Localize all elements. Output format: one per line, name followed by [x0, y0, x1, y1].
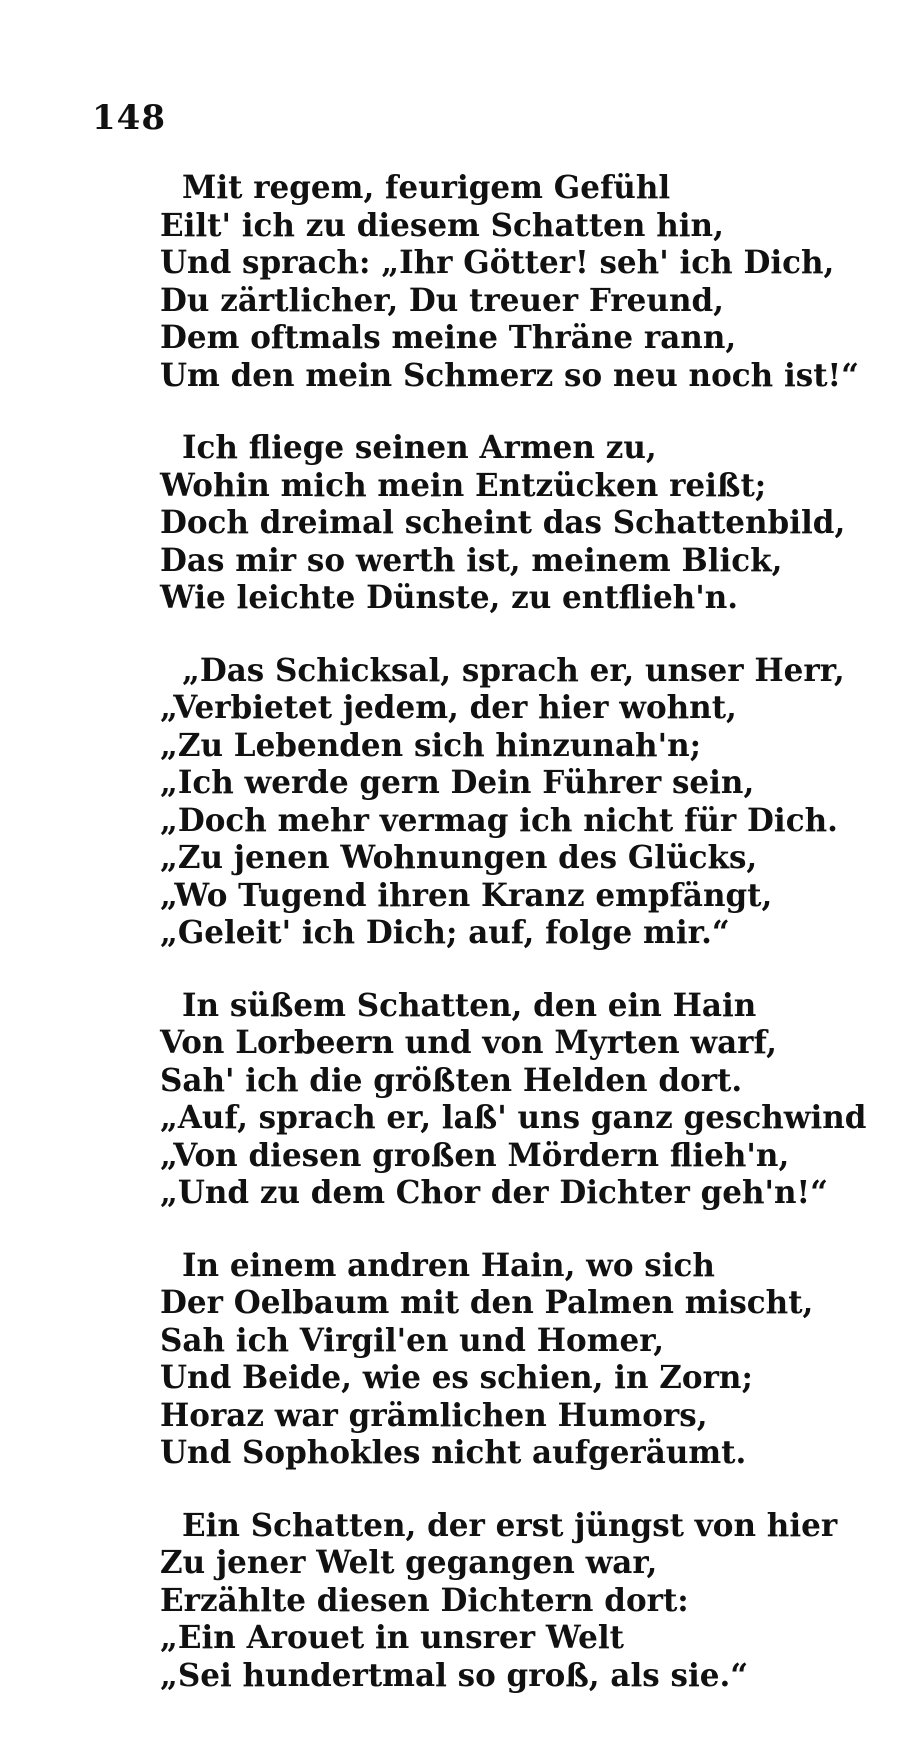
poem-line: „Von diesen großen Mördern flieh'n, — [160, 1137, 790, 1174]
poem-line: Und Sophokles nicht aufgeräumt. — [160, 1434, 747, 1472]
poem-line: In einem andren Hain, wo sich — [182, 1247, 715, 1284]
poem-line: Dem oftmals meine Thräne rann, — [160, 319, 737, 357]
poem — [160, 169, 867, 1730]
poem-line: „Ich werde gern Dein Führer sein, — [160, 764, 755, 802]
poem-line: Und Beide, wie es schien, in Zorn; — [160, 1359, 753, 1397]
poem-line: Mit regem, feurigem Gefühl — [182, 169, 671, 207]
poem-line: Zu jener Welt gegangen war, — [160, 1544, 658, 1582]
poem-line: „Sei hundertmal so groß, als sie.“ — [160, 1657, 749, 1694]
poem-line: „Zu Lebenden sich hinzunah'n; — [160, 727, 702, 764]
poem-line: „Und zu dem Chor der Dichter geh'n!“ — [160, 1174, 828, 1212]
poem-line: Doch dreimal scheint das Schattenbild, — [160, 504, 846, 542]
poem-line: Wohin mich mein Entzücken reißt; — [160, 467, 767, 504]
stanza-5 — [160, 1248, 860, 1473]
poem-line: Um den mein Schmerz so neu noch ist!“ — [160, 357, 859, 394]
page-number: 148 — [92, 98, 166, 138]
poem-line: „Wo Tugend ihren Kranz empfängt, — [160, 877, 773, 914]
poem-line: Von Lorbeern und von Myrten warf, — [160, 1024, 777, 1062]
poem-line: Eilt' ich zu diesem Schatten hin, — [160, 207, 724, 244]
stanza-1 — [160, 170, 860, 395]
poem-line: Und sprach: „Ihr Götter! seh' ich Dich, — [160, 244, 835, 282]
poem-line: Erzählte diesen Dichtern dort: — [160, 1582, 689, 1619]
poem-line: „Geleit' ich Dich; auf, folge mir.“ — [160, 914, 730, 952]
poem-line: Der Oelbaum mit den Palmen mischt, — [160, 1284, 814, 1322]
poem-line: Ein Schatten, der erst jüngst von hier — [182, 1507, 838, 1544]
stanza-6 — [160, 1508, 860, 1696]
stanza-4 — [160, 987, 867, 1213]
poem-line: „Verbietet jedem, der hier wohnt, — [160, 689, 737, 727]
poem-line: Horaz war grämlichen Humors, — [160, 1397, 708, 1434]
poem-line: Wie leichte Dünste, zu entflieh'n. — [160, 579, 739, 617]
poem-line: „Doch mehr vermag ich nicht für Dich. — [160, 802, 838, 839]
poem-line: Sah' ich die größten Helden dort. — [160, 1062, 743, 1099]
poem-line: „Auf, sprach er, laß' uns ganz geschwind — [160, 1099, 867, 1137]
poem-line: Das mir so werth ist, meinem Blick, — [160, 542, 783, 579]
poem-line: Du zärtlicher, Du treuer Freund, — [160, 282, 724, 319]
poem-line: „Das Schicksal, sprach er, unser Herr, — [182, 652, 845, 689]
stanza-3 — [160, 653, 860, 953]
poem-line: „Ein Arouet in unsrer Welt — [160, 1619, 624, 1657]
poem-line: Ich fliege seinen Armen zu, — [182, 429, 657, 467]
stanza-2 — [160, 430, 860, 618]
poem-line: In süßem Schatten, den ein Hain — [182, 987, 757, 1024]
poem-line: Sah ich Virgil'en und Homer, — [160, 1322, 665, 1359]
poem-line: „Zu jenen Wohnungen des Glücks, — [160, 839, 758, 877]
